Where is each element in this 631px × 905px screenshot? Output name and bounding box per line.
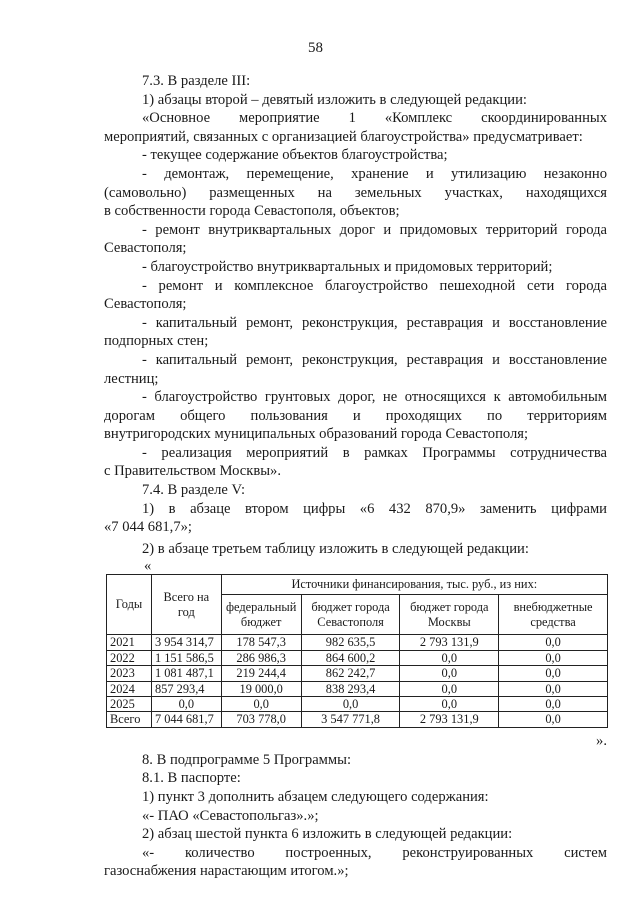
table-cell: 19 000,0 <box>221 681 301 696</box>
table-cell: 7 044 681,7 <box>151 712 221 727</box>
table-cell: 178 547,3 <box>221 635 301 650</box>
bullet-line: Севастополя; <box>104 240 187 257</box>
table-cell: 0,0 <box>499 681 608 696</box>
section-8-heading: 8. В подпрограмме 5 Программы: <box>142 751 352 768</box>
table-cell: 0,0 <box>400 697 499 712</box>
column-header-years: Годы <box>107 575 152 635</box>
bullet-line: в собственности города Севастополя, объектов; <box>104 203 400 220</box>
table-cell: 2024 <box>107 681 152 696</box>
table-cell: 864 600,2 <box>301 650 400 665</box>
section-7-3-item-1: 1) абзацы второй – девятый изложить в следующей редакции: <box>142 91 527 108</box>
section-8-item-2: 2) абзац шестой пункта 6 изложить в следующей редакции: <box>142 826 513 843</box>
table-cell: 0,0 <box>400 666 499 681</box>
column-header-sevastopol: бюджет города Севастополя <box>301 595 400 635</box>
table-cell: 0,0 <box>499 666 608 681</box>
table-cell: 0,0 <box>151 697 221 712</box>
table-cell: 2023 <box>107 666 152 681</box>
bullet-line: - капитальный ремонт, реконструкция, реставрация и восстановление <box>142 351 607 368</box>
table-cell: 703 778,0 <box>221 712 301 727</box>
table-cell: 1 081 487,1 <box>151 666 221 681</box>
table-row-total <box>107 712 608 727</box>
section-7-4-heading: 7.4. В разделе V: <box>142 482 246 499</box>
table-cell: 0,0 <box>499 650 608 665</box>
table-cell: 2021 <box>107 635 152 650</box>
table-cell: 1 151 586,5 <box>151 650 221 665</box>
table-row <box>107 697 608 712</box>
bullet-line: подпорных стен; <box>104 333 209 350</box>
quote-open-line-1: «Основное мероприятие 1 «Комплекс скоординированных <box>142 110 607 127</box>
bullet-line: - благоустройство грунтовых дорог, не относящихся к автомобильным <box>142 389 607 406</box>
table-row <box>107 681 608 696</box>
bullet-line: - ремонт внутриквартальных дорог и придомовых территорий города <box>142 221 607 238</box>
table-cell: 2025 <box>107 697 152 712</box>
table-cell: 862 242,7 <box>301 666 400 681</box>
section-8-item-2-text-line-2: газоснабжения нарастающим итогом.»; <box>104 863 349 880</box>
table-row <box>107 650 608 665</box>
bullet-line: Севастополя; <box>104 296 187 313</box>
table-cell: Всего <box>107 712 152 727</box>
bullet-line: - ремонт и комплексное благоустройство пешеходной сети города <box>142 277 607 294</box>
table-row <box>107 635 608 650</box>
bullet-line: - реализация мероприятий в рамках Программы сотрудничества <box>142 444 607 461</box>
table-cell: 0,0 <box>301 697 400 712</box>
table-cell: 0,0 <box>499 697 608 712</box>
quote-open-line-2: мероприятий, связанных с организацией благоустройства» предусматривает: <box>104 128 583 145</box>
table-cell: 0,0 <box>400 681 499 696</box>
table-cell: 0,0 <box>499 635 608 650</box>
table-cell: 219 244,4 <box>221 666 301 681</box>
bullet-line: - текущее содержание объектов благоустройства; <box>142 147 448 164</box>
column-header-extrabudgetary: внебюджетные средства <box>499 595 608 635</box>
table-cell: 857 293,4 <box>151 681 221 696</box>
bullet-line: (самовольно) размещенных на земельных участках, находящихся <box>104 184 607 201</box>
table-cell: 0,0 <box>400 650 499 665</box>
table-cell: 286 986,3 <box>221 650 301 665</box>
table-cell: 0,0 <box>499 712 608 727</box>
table-cell: 2 793 131,9 <box>400 712 499 727</box>
bullet-line: - демонтаж, перемещение, хранение и утилизацию незаконно <box>142 165 607 182</box>
table-cell: 2 793 131,9 <box>400 635 499 650</box>
section-7-4-item-1-line-2: «7 044 681,7»; <box>104 519 192 536</box>
table-row <box>107 666 608 681</box>
bullet-line: дорогам общего пользования и проходящих по территориям <box>104 407 607 424</box>
table-cell: 3 547 771,8 <box>301 712 400 727</box>
bullet-line: - капитальный ремонт, реконструкция, реставрация и восстановление <box>142 314 607 331</box>
column-header-total: Всего на год <box>151 575 221 635</box>
page-number: 58 <box>308 40 323 56</box>
document-body <box>104 72 607 881</box>
table-close-quote: ». <box>596 732 607 749</box>
column-group-header: Источники финансирования, тыс. руб., из них: <box>221 575 607 595</box>
bullet-line: с Правительством Москвы». <box>104 463 281 480</box>
table-cell: 982 635,5 <box>301 635 400 650</box>
table-open-quote: « <box>144 558 152 575</box>
bullet-line: внутригородских муниципальных образований города Севастополя; <box>104 426 529 443</box>
table-cell: 0,0 <box>221 697 301 712</box>
column-header-moscow: бюджет города Москвы <box>400 595 499 635</box>
section-7-4-item-1-line-1: 1) в абзаце втором цифры «6 432 870,9» заменить цифрами <box>142 500 607 517</box>
section-8-item-2-text-line-1: «- количество построенных, реконструированных систем <box>142 844 607 861</box>
bullet-line: - благоустройство внутриквартальных и придомовых территорий; <box>142 258 553 275</box>
table-cell: 838 293,4 <box>301 681 400 696</box>
table-cell: 2022 <box>107 650 152 665</box>
column-header-federal: федеральный бюджет <box>221 595 301 635</box>
financing-table <box>106 574 608 727</box>
section-8-1-heading: 8.1. В паспорте: <box>142 770 241 787</box>
section-8-item-1-text: «- ПАО «Севастопольгаз».»; <box>142 807 319 824</box>
table-cell: 3 954 314,7 <box>151 635 221 650</box>
section-8-item-1: 1) пункт 3 дополнить абзацем следующего содержания: <box>142 789 489 806</box>
section-7-4-item-2: 2) в абзаце третьем таблицу изложить в следующей редакции: <box>142 540 529 557</box>
bullet-line: лестниц; <box>104 370 159 387</box>
section-7-3-heading: 7.3. В разделе III: <box>142 73 251 89</box>
